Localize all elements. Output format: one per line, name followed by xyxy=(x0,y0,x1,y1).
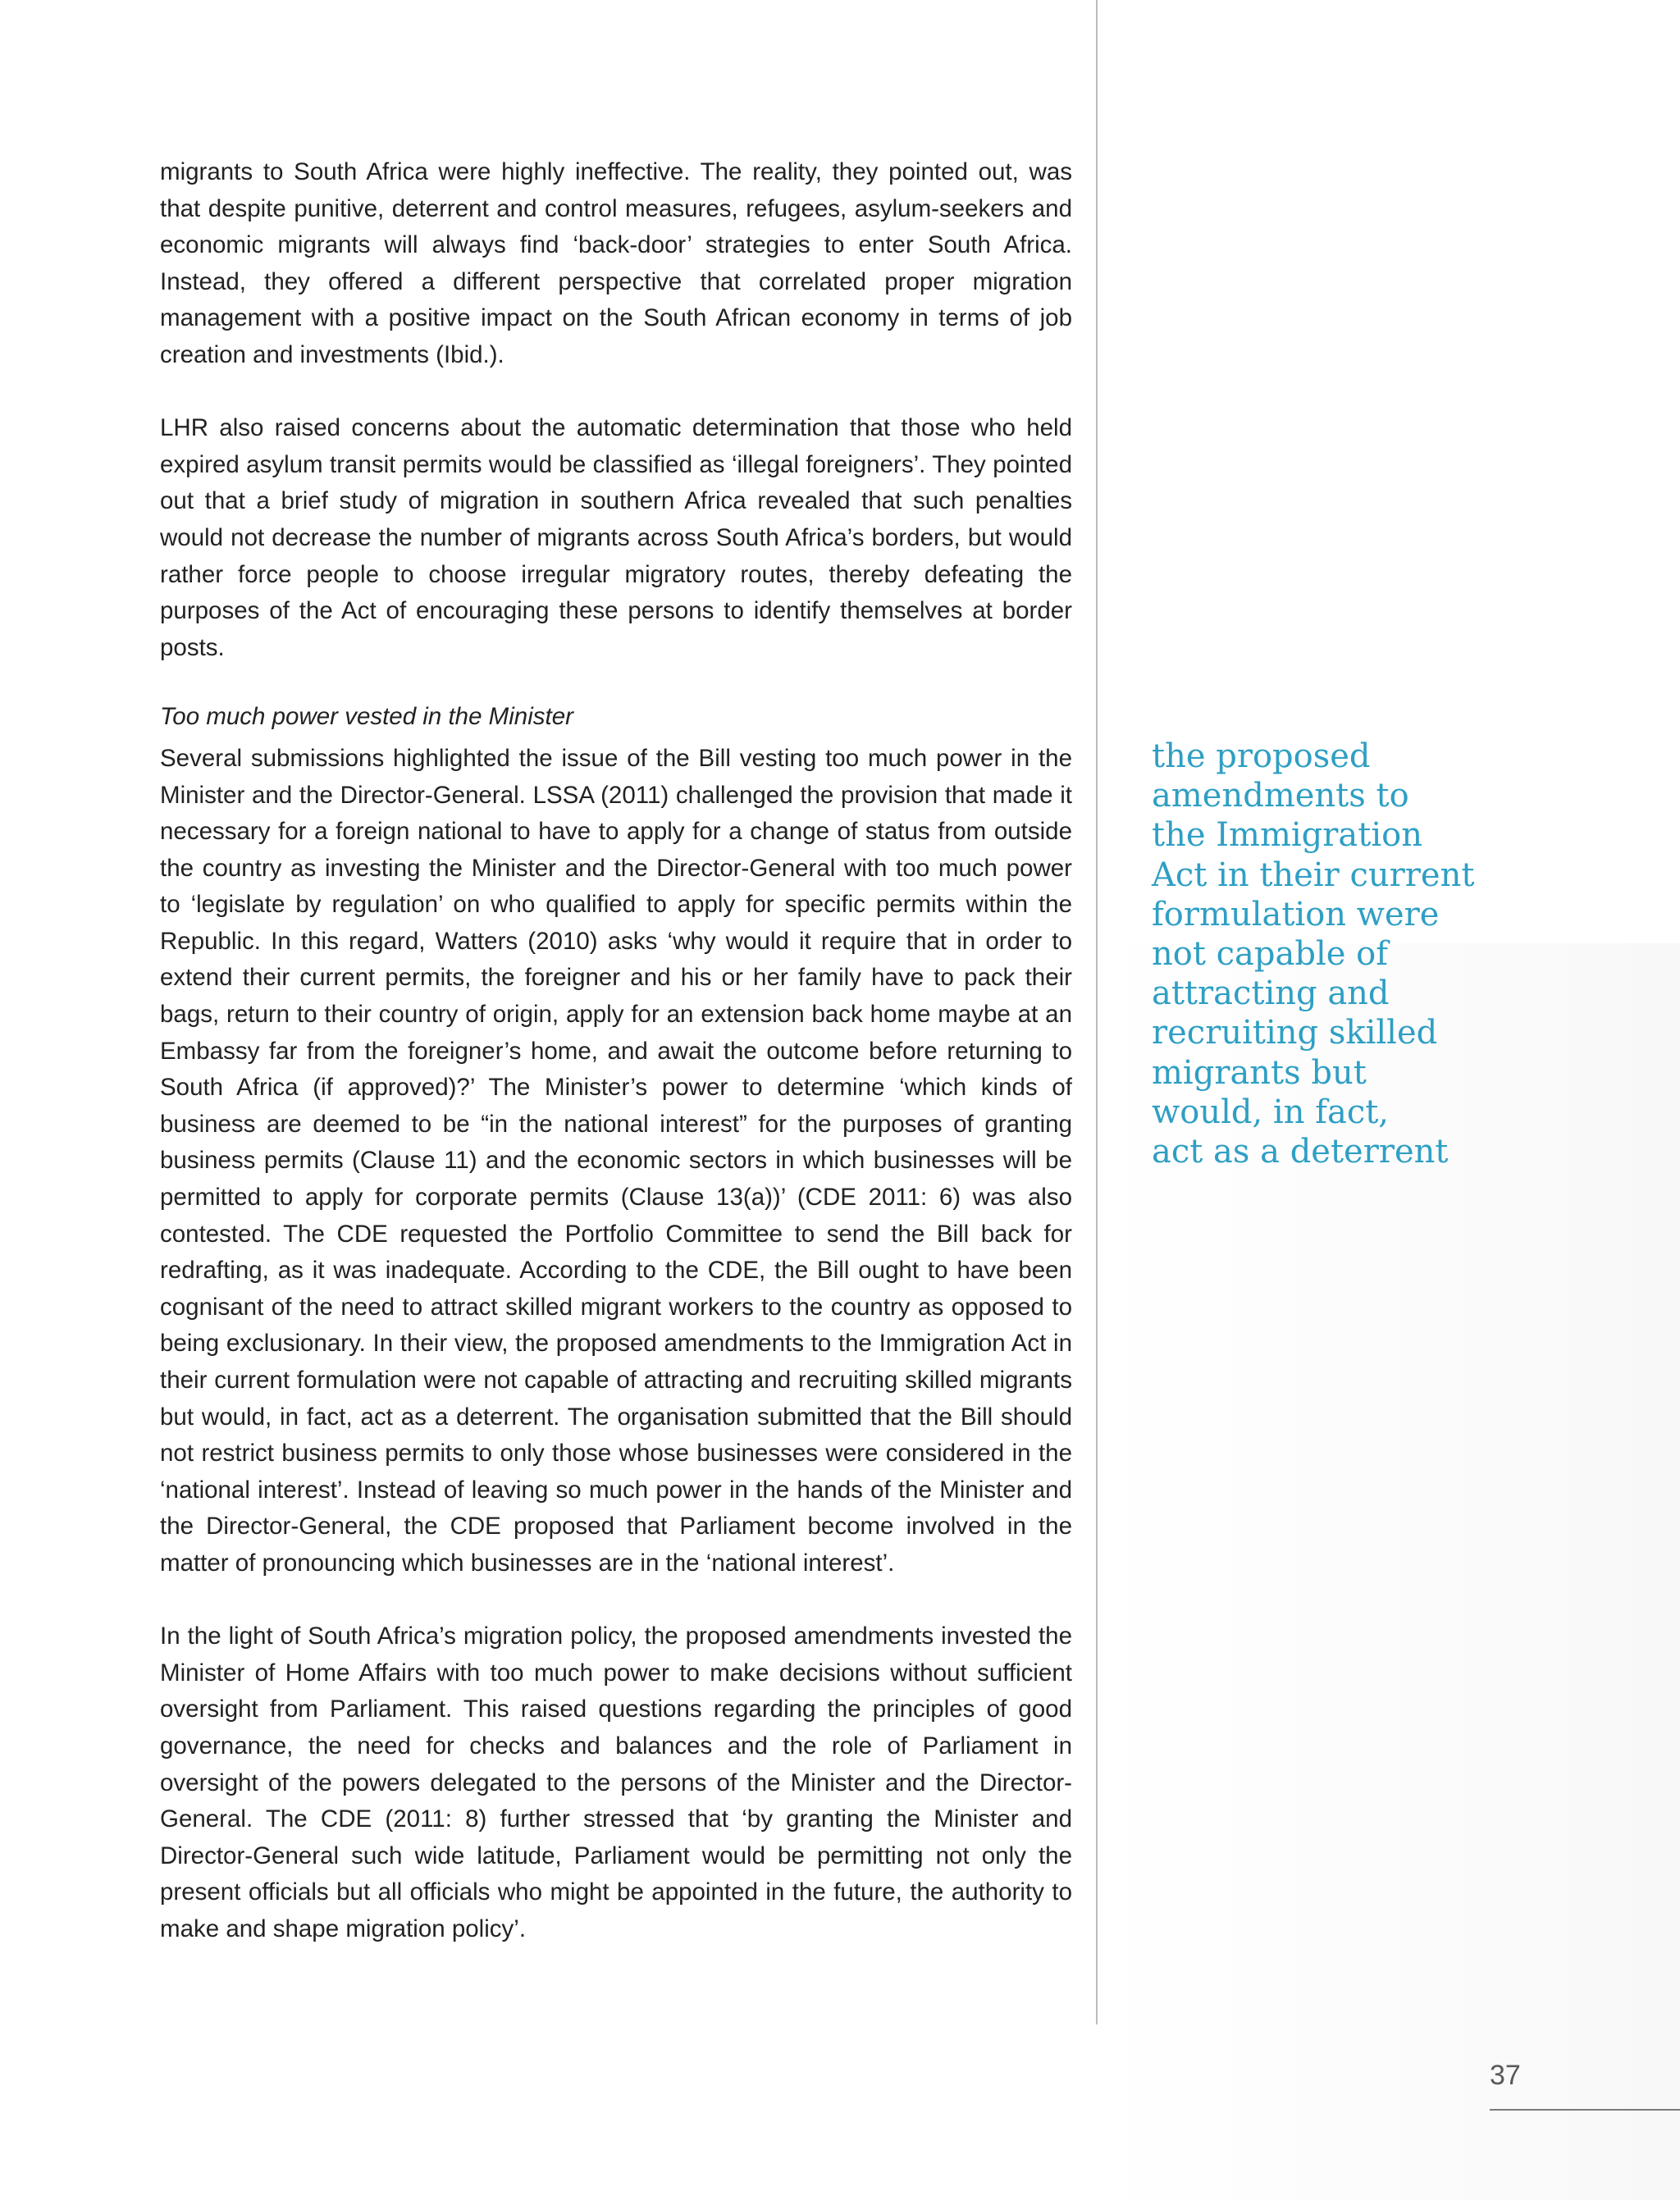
pull-quote-line: Act in their current xyxy=(1152,856,1475,894)
pull-quote-line: migrants but xyxy=(1152,1053,1367,1092)
pull-quote-line: act as a deterrent xyxy=(1152,1133,1449,1171)
body-paragraph-3: Several submissions highlighted the issue of the Bill vesting too much power in the Minister and the Director-General. LSSA (2011) challenged the provision that made it necessary for a foreign national to have to apply for a change of status from outside the country as investing the Minister and the Director-General with too much power to ‘legislate by regulation’ on who qualified to apply for specific permits within the Republic. In this regard, Watters (2010) asks ‘why would it require that in order to extend their current permits, the foreigner and his or her family have to pack their bags, return to their country of origin, apply for an extension back home maybe at an Embassy far from the foreigner’s home, and await the outcome before returning to South Africa (if approved)?’ The Minister’s power to determine ‘which kinds of business are deemed to be “in the national interest” for the purposes of granting business permits (Clause 11) and the economic sectors in which businesses will be permitted to apply for corporate permits (Clause 13(a))’ (CDE 2011: 6) was also contested. The CDE requested the Portfolio Committee to send the Bill back for redrafting, as it was inadequate. According to the CDE, the Bill ought to have been cognisant of the need to attract skilled migrant workers to the country as opposed to being exclusionary. In their view, the proposed amendments to the Immigration Act in their current formulation were not capable of attracting and recruiting skilled migrants but would, in fact, act as a deterrent. The organisation submitted that the Bill should not restrict business permits to only those whose businesses were considered in the ‘national interest’. Instead of leaving so much power in the hands of the Minister and the Director-General, the CDE proposed that Parliament become involved in the matter of pronouncing which businesses are in the ‘national interest’. xyxy=(160,744,1072,1577)
pull-quote-line: would, in fact, xyxy=(1152,1093,1390,1131)
pull-quote-line: amendments to xyxy=(1152,777,1409,815)
page-number-rule xyxy=(1490,2109,1680,2111)
pull-quote-line: recruiting skilled xyxy=(1152,1014,1438,1052)
pull-quote-line: the proposed xyxy=(1152,737,1371,775)
pull-quote xyxy=(1152,737,1496,1171)
main-text-column xyxy=(160,154,1072,1948)
body-paragraph-4: In the light of South Africa’s migration policy, the proposed amendments invested the Minister of Home Affairs with too much power to make decisions without sufficient oversight from Parliament. This raised questions regarding the principles of good governance, the need for checks and balances and the role of Parliament in oversight of the powers delegated to the persons of the Minister and the Director-General. The CDE (2011: 8) further stressed that ‘by granting the Minister and Director-General such wide latitude, Parliament would be permitting not only the present officials but all officials who might be appointed in the future, the authority to make and shape migration policy’. xyxy=(160,1623,1072,1942)
column-divider xyxy=(1096,0,1098,2024)
pull-quote-line: formulation were xyxy=(1152,895,1440,933)
page-number: 37 xyxy=(1490,2060,1521,2091)
body-paragraph-1: migrants to South Africa were highly ineffective. The reality, they pointed out, was that despite punitive, deterrent and control measures, refugees, asylum-seekers and economic migrants will always find ‘back-door’ strategies to enter South Africa. Instead, they offered a different perspective that correlated proper migration management with a positive impact on the South African economy in terms of job creation and investments (Ibid.). xyxy=(160,158,1072,368)
pull-quote-line: the Immigration xyxy=(1152,816,1422,855)
section-subheading: Too much power vested in the Minister xyxy=(160,703,573,731)
pull-quote-line: attracting and xyxy=(1152,974,1390,1013)
pull-quote-line: not capable of xyxy=(1152,935,1389,974)
body-paragraph-2: LHR also raised concerns about the automatic determination that those who held expired asylum transit permits would be classified as ‘illegal foreigners’. They pointed out that a brief study of migration in southern Africa revealed that such penalties would not decrease the number of migrants across South Africa’s borders, but would rather force people to choose irregular migratory routes, thereby defeating the purposes of the Act of encouraging these persons to identify themselves at border posts. xyxy=(160,414,1072,661)
